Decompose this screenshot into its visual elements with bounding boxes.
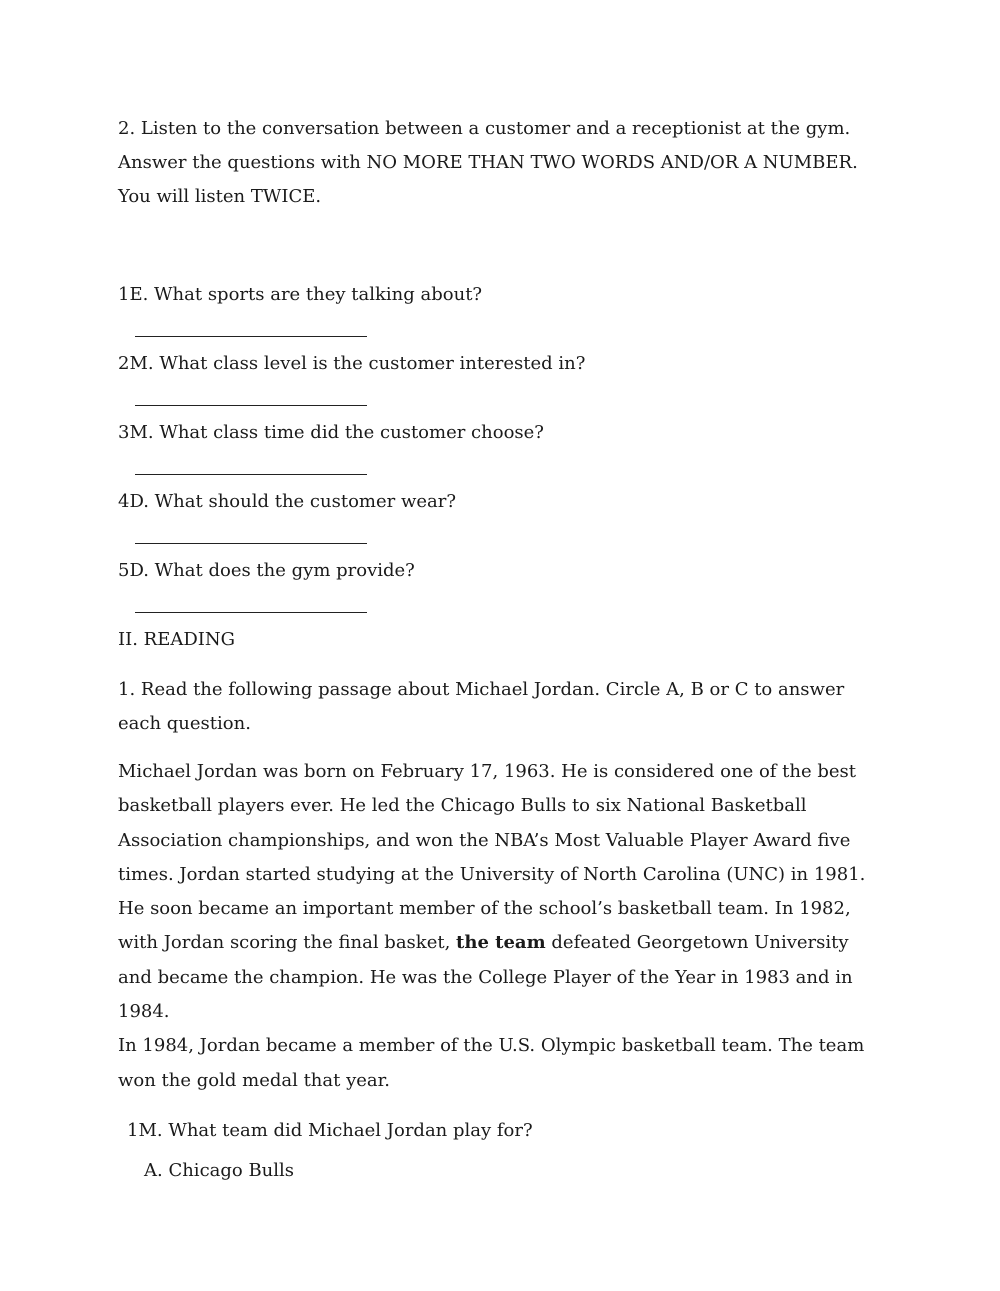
answer-line-3m[interactable] (135, 450, 367, 475)
passage-bold-phrase: the team (456, 932, 546, 954)
mcq-option-a[interactable]: A. Chicago Bulls (144, 1159, 295, 1181)
question-4d: 4D. What should the customer wear? (118, 491, 457, 512)
passage-p2-rest: defeated Georgetown University and became the champion. He was the College Player of the Year in 1983 and in 1984. (118, 932, 853, 1023)
passage-paragraph-3: In 1984, Jordan became a member of the U.S. Olympic basketball team. The team won the gold medal that year. (118, 1035, 865, 1091)
question-5d: 5D. What does the gym provide? (118, 560, 415, 581)
answer-line-5d[interactable] (135, 588, 367, 613)
question-3m: 3M. What class time did the customer choose? (118, 422, 544, 443)
passage-paragraph-2 (118, 824, 888, 1030)
passage-paragraph-1: Michael Jordan was born on February 17, 1963. He is considered one of the best basketball players ever. He led the Chicago Bulls to six National Basketball (118, 761, 857, 817)
passage-p2-text: Association championships, and won the NBA’s Most Valuable Player Award five times. Jordan started studying at the University of North Carolina (UNC) in 1981. He soon became an important member of the school’s basketball team. In 1982, with Jordan scoring the final basket, (118, 829, 866, 954)
answer-line-1e[interactable] (135, 312, 367, 337)
reading-passage (118, 755, 888, 1098)
mcq-question-1m: 1M. What team did Michael Jordan play for? (127, 1119, 533, 1141)
reading-section-title: II. READING (118, 629, 236, 650)
answer-line-4d[interactable] (135, 519, 367, 544)
answer-line-2m[interactable] (135, 381, 367, 406)
worksheet-page (118, 112, 888, 1188)
question-2m: 2M. What class level is the customer interested in? (118, 353, 586, 374)
reading-instruction: 1. Read the following passage about Michael Jordan. Circle A, B or C to answer each question. (118, 679, 845, 734)
listening-instruction: 2. Listen to the conversation between a customer and a receptionist at the gym. Answer the questions with NO MORE THAN TWO WORDS AND/OR A NUMBER. You will listen TWICE. (118, 118, 858, 207)
question-1e: 1E. What sports are they talking about? (118, 284, 483, 305)
listening-questions (118, 278, 888, 613)
